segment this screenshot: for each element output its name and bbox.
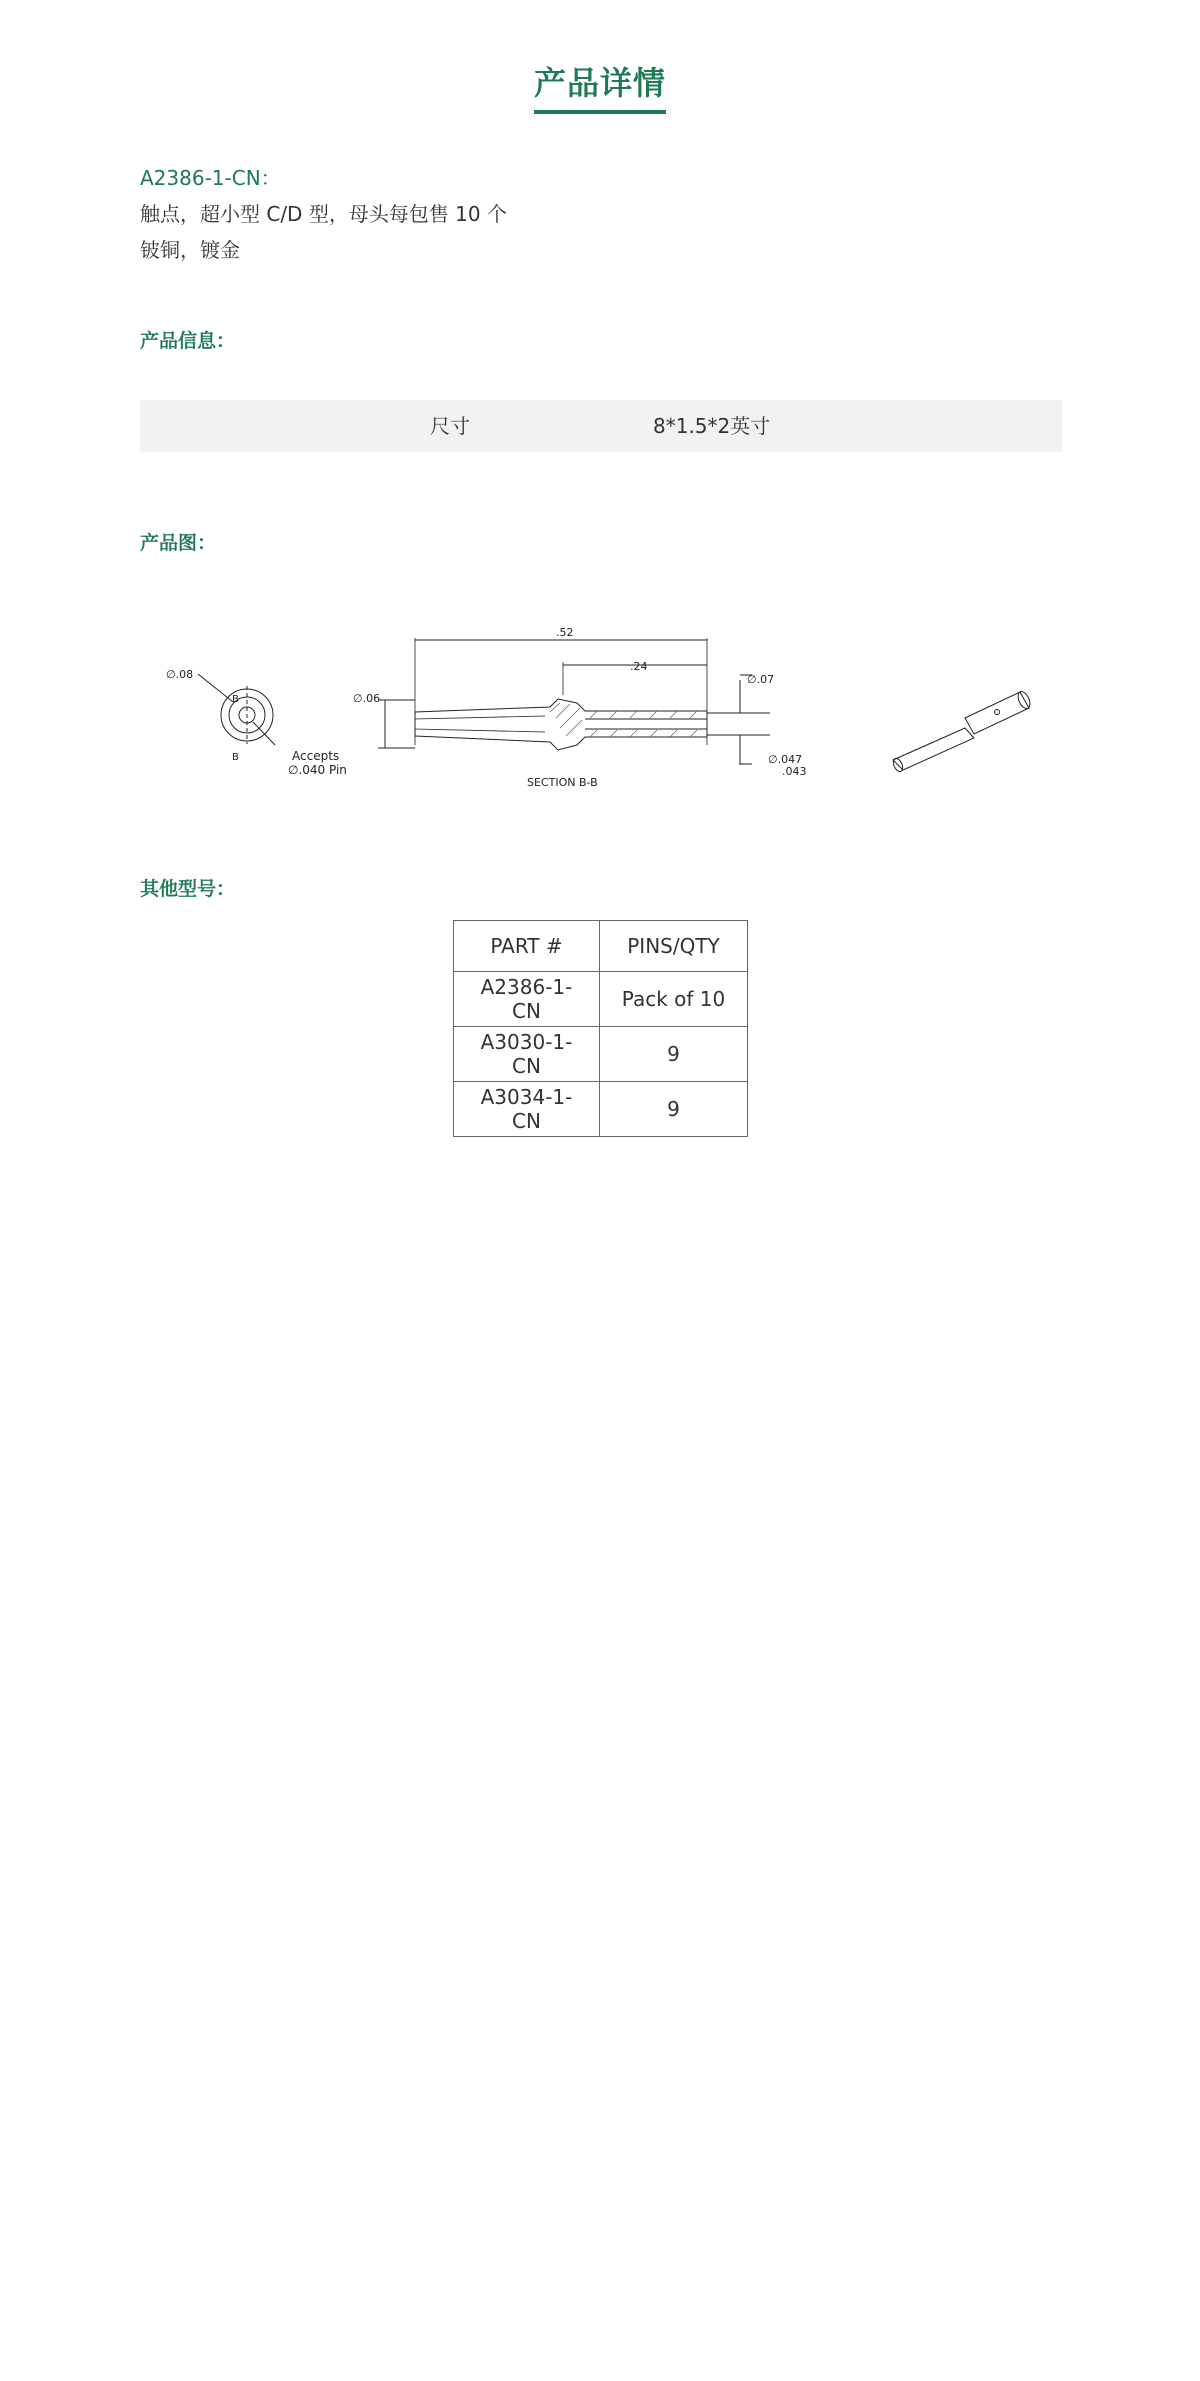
iso-pin-tip	[893, 728, 974, 770]
page-title-wrap	[0, 58, 1200, 114]
section-label-info: 产品信息：	[140, 330, 236, 352]
table-cell-qty: Pack of 10	[600, 972, 748, 1027]
label-dia-047: ∅.047	[768, 753, 803, 766]
label-section: SECTION B-B	[527, 776, 598, 789]
section-outline	[415, 699, 707, 750]
section-label-drawing: 产品图：	[140, 532, 217, 554]
info-value: 8*1.5*2英寸	[653, 414, 771, 438]
section-label-other: 其他型号：	[140, 878, 236, 900]
table-cell-part: A3034-1-CN	[454, 1082, 600, 1137]
table-row	[454, 1027, 748, 1082]
table-cell-qty: 9	[600, 1082, 748, 1137]
label-b-bottom: B	[232, 752, 239, 763]
label-dia-07: ∅.07	[747, 673, 775, 686]
label-b-top: B	[232, 694, 239, 705]
label-accepts: Accepts	[292, 749, 340, 763]
table-cell-part: A2386-1-CN	[454, 972, 600, 1027]
label-dia-06: ∅.06	[353, 692, 381, 705]
table-header-qty: PINS/QTY	[600, 921, 748, 972]
label-dia-043: .043	[782, 765, 807, 778]
other-models-table	[453, 920, 748, 1137]
product-description: 触点，超小型 C/D 型，母头每包售 10 个	[140, 202, 507, 226]
table-cell-part: A3030-1-CN	[454, 1027, 600, 1082]
product-material: 铍铜，镀金	[140, 238, 240, 262]
product-drawing	[140, 600, 1062, 820]
table-cell-qty: 9	[600, 1027, 748, 1082]
product-model: A2386-1-CN：	[140, 166, 281, 190]
page-title: 产品详情	[534, 58, 666, 114]
label-pin: ∅.040 Pin	[288, 763, 347, 777]
label-dia-08: ∅.08	[166, 668, 194, 681]
label-len-24: .24	[630, 660, 648, 673]
info-key: 尺寸	[430, 414, 470, 438]
table-header-part: PART #	[454, 921, 600, 972]
product-intro	[140, 160, 507, 268]
iso-pin-barrel	[965, 692, 1029, 734]
info-row	[140, 400, 1062, 452]
table-header-row	[454, 921, 748, 972]
label-len-52: .52	[556, 626, 574, 639]
table-row	[454, 972, 748, 1027]
table-row	[454, 1082, 748, 1137]
